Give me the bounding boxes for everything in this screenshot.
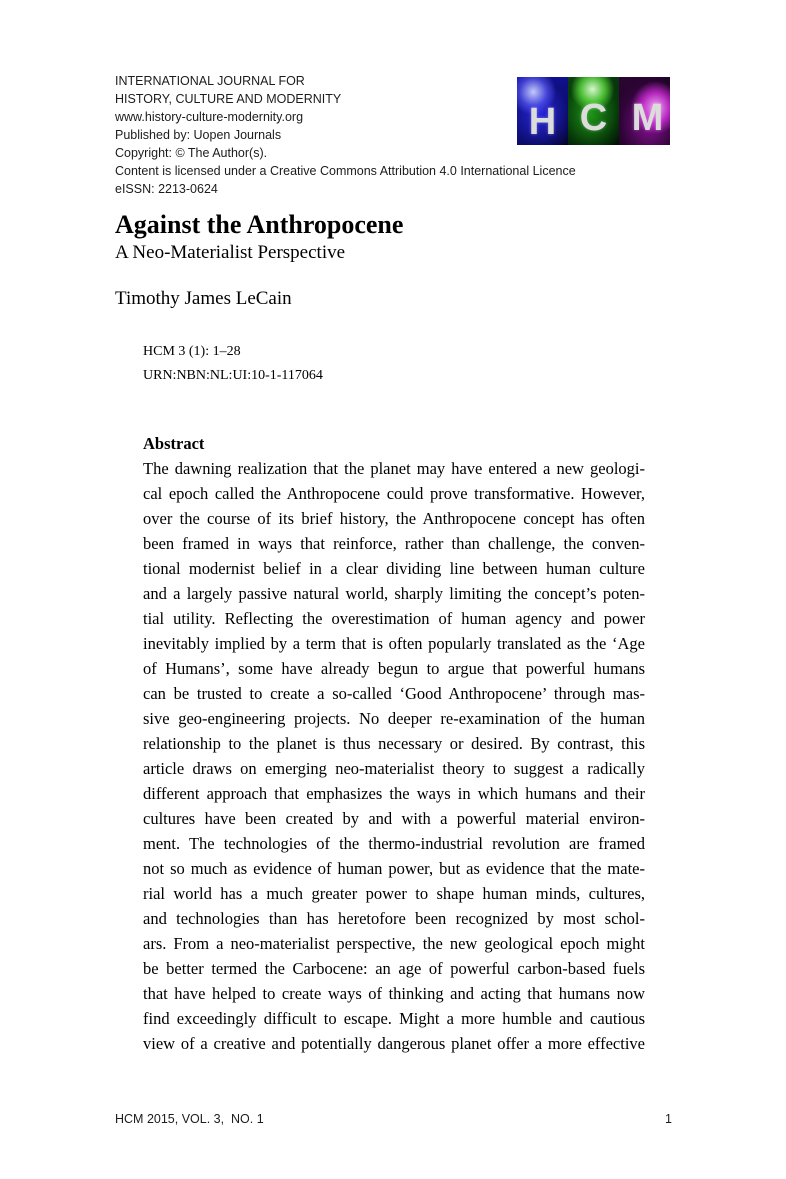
urn-identifier: URN:NBN:NL:UI:10-1-117064 (143, 368, 323, 383)
abstract-line: tional modernist belief in a clear dividing line between human culture (143, 559, 645, 578)
abstract-line: cultures have been created by and with a powerful material environ- (143, 809, 645, 828)
logo-panel-magenta (619, 77, 670, 145)
abstract-line: that have helped to create ways of thinking and acting that humans now (143, 984, 645, 1003)
abstract-line: view of a creative and potentially dangerous planet offer a more effective (143, 1034, 645, 1053)
article-title: Against the Anthropocene (115, 210, 404, 239)
journal-url: www.history-culture-modernity.org (115, 110, 304, 124)
page-footer (115, 1111, 672, 1127)
abstract-line: ment. The technologies of the thermo-industrial revolution are framed (143, 834, 645, 853)
footer-journal-info: HCM 2015, VOL. 3, NO. 1 (115, 1112, 264, 1126)
abstract-line: been framed in ways that reinforce, rather than challenge, the conven- (143, 534, 645, 553)
logo-letter-h: H (528, 101, 557, 143)
abstract-line: ars. From a neo-materialist perspective, the new geological epoch might (143, 934, 645, 953)
abstract-line: inevitably implied by a term that is often popularly translated as the ‘Age (143, 634, 645, 653)
abstract-line: find exceedingly difficult to escape. Might a more humble and cautious (143, 1009, 645, 1028)
abstract-line: cal epoch called the Anthropocene could prove transformative. However, (143, 484, 645, 503)
eissn-line: eISSN: 2213-0624 (115, 182, 218, 196)
license-line: Content is licensed under a Creative Commons Attribution 4.0 International Licence (115, 164, 576, 178)
journal-header (115, 72, 576, 198)
publisher-line: Published by: Uopen Journals (115, 128, 282, 142)
logo-letter-m: M (631, 97, 664, 139)
article-author: Timothy James LeCain (115, 288, 292, 309)
abstract-line: over the course of its brief history, the Anthropocene concept has often (143, 509, 645, 528)
abstract-line: sive geo-engineering projects. No deeper re-examination of the human (143, 709, 645, 728)
logo-panel-green (568, 77, 619, 145)
abstract-line: different approach that emphasizes the ways in which humans and their (143, 784, 645, 803)
abstract-line: rial world has a much greater power to shape human minds, cultures, (143, 884, 645, 903)
citation-reference: HCM 3 (1): 1–28 (143, 344, 241, 359)
abstract-heading: Abstract (143, 434, 205, 453)
journal-logo (517, 77, 670, 145)
logo-panel-blue (517, 77, 568, 145)
abstract-line: of Humans’, some have already begun to argue that powerful humans (143, 659, 645, 678)
logo-letter-c: C (579, 97, 608, 139)
abstract-line: be better termed the Carbocene: an age of powerful carbon-based fuels (143, 959, 645, 978)
abstract-line: can be trusted to create a so-called ‘Good Anthropocene’ through mas- (143, 684, 645, 703)
page-number: 1 (665, 1112, 672, 1126)
journal-name-line-2: HISTORY, CULTURE AND MODERNITY (115, 92, 342, 106)
abstract-line: tial utility. Reflecting the overestimation of human agency and power (143, 609, 645, 628)
abstract-line: The dawning realization that the planet may have entered a new geologi- (143, 459, 645, 478)
abstract-section (143, 431, 645, 1056)
abstract-line: and a largely passive natural world, sharply limiting the concept’s poten- (143, 584, 645, 603)
abstract-line: and technologies than has heretofore been recognized by most schol- (143, 909, 645, 928)
copyright-line: Copyright: © The Author(s). (115, 146, 268, 160)
journal-name-line-1: INTERNATIONAL JOURNAL FOR (115, 74, 305, 88)
article-subtitle: A Neo-Materialist Perspective (115, 242, 346, 263)
abstract-line: article draws on emerging neo-materialist theory to suggest a radically (143, 759, 645, 778)
abstract-line: relationship to the planet is thus necessary or desired. By contrast, this (143, 734, 645, 753)
abstract-line: not so much as evidence of human power, but as evidence that the mate- (143, 859, 645, 878)
